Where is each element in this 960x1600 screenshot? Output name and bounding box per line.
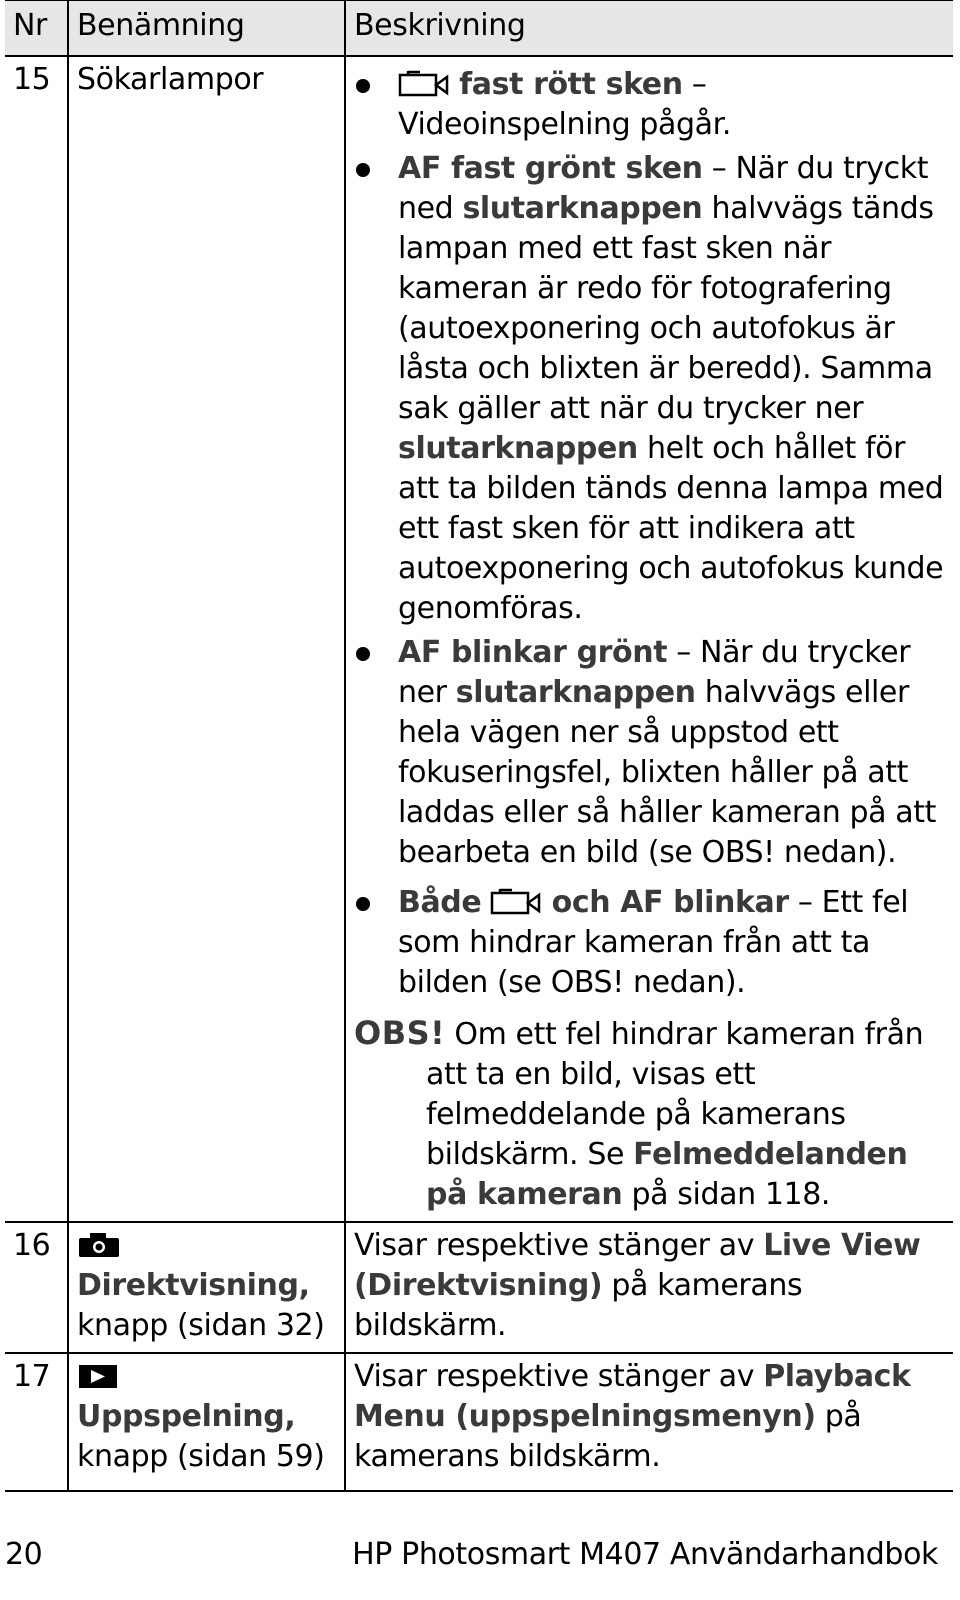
manual-title: HP Photosmart M407 Användarhandbok (352, 1537, 938, 1572)
button-name: Direktvisning, (77, 1267, 310, 1303)
header-name: Benämning (68, 1, 345, 56)
bullet-emphasis: slutarknappen (455, 674, 696, 710)
note-text: Om ett fel hindrar kameran från att ta en bild, visas ett felmeddelande på kamerans bildskärm. Se (426, 1016, 924, 1172)
note-block (354, 1013, 945, 1215)
bullet-lead: AF blinkar grönt (398, 634, 668, 670)
note-text: på sidan 118. (622, 1176, 831, 1212)
desc-text: på kamerans bildskärm. (354, 1398, 862, 1474)
row-name (68, 1222, 345, 1353)
page-number: 20 (5, 1537, 43, 1572)
desc-emphasis: Live View (Direktvisning) (354, 1227, 921, 1303)
row-name (68, 1353, 345, 1491)
bullet-icon (356, 163, 370, 177)
camera-icon (77, 1231, 121, 1259)
list-item (354, 883, 945, 1003)
video-icon (490, 888, 542, 916)
bullet-lead: Både (398, 884, 482, 920)
bullet-text: helt och hållet för att ta bilden tänds denna lampa med ett fast sken för att indikera att autoexponering och autofokus kunde genomföras. (398, 430, 944, 626)
row-description (345, 1222, 953, 1353)
list-item (354, 65, 945, 145)
table-row (5, 1222, 953, 1353)
status-light-list (354, 65, 945, 1003)
table-row (5, 56, 953, 1222)
button-page-ref: knapp (sidan 59) (77, 1438, 325, 1474)
button-page-ref: knapp (sidan 32) (77, 1307, 325, 1343)
bullet-lead: AF fast grönt sken (398, 150, 703, 186)
components-table (5, 0, 953, 1492)
row-number: 15 (13, 61, 51, 97)
bullet-text: – När du trycker ner (398, 634, 911, 710)
note-label: OBS! (354, 1013, 446, 1052)
bullet-text: halvvägs eller hela vägen ner så uppstod ett fokuseringsfel, blixten håller på att laddas eller så håller kameran på att bearbeta en bild (se OBS! nedan). (398, 674, 937, 870)
bullet-icon (356, 647, 370, 661)
bullet-text: – När du tryckt ned (398, 150, 929, 226)
table-row (5, 1353, 953, 1491)
note-link-text: Felmeddelanden på kameran (426, 1136, 908, 1212)
header-nr: Nr (5, 1, 68, 56)
video-icon (398, 70, 450, 98)
bullet-emphasis: slutarknappen (462, 190, 703, 226)
desc-text: Visar respektive stänger av (354, 1358, 764, 1394)
row-description (345, 1353, 953, 1491)
button-name: Uppspelning, (77, 1398, 296, 1434)
bullet-icon (356, 79, 370, 93)
desc-text: Visar respektive stänger av (354, 1227, 764, 1263)
row-description (345, 56, 953, 1222)
desc-emphasis: Playback Menu (uppspelningsmenyn) (354, 1358, 911, 1434)
bullet-text: – Ett fel som hindrar kameran från att ta bilden (se OBS! nedan). (398, 884, 909, 1000)
playback-icon (77, 1362, 121, 1390)
bullet-text: – Videoinspelning pågår. (398, 66, 731, 142)
row-name: Sökarlampor (68, 56, 345, 1222)
table-header-row (5, 1, 953, 56)
desc-text: på kamerans bildskärm. (354, 1267, 803, 1343)
row-number: 17 (13, 1358, 51, 1394)
list-item (354, 633, 945, 873)
row-number: 16 (13, 1227, 51, 1263)
bullet-lead: fast rött sken (459, 66, 683, 102)
list-item (354, 149, 945, 629)
bullet-icon (356, 897, 370, 911)
bullet-text: halvvägs tänds lampan med ett fast sken när kameran är redo för fotografering (autoexponering och autofokus är låsta och blixten är beredd). Samma sak gäller att när du trycker ner (398, 190, 934, 426)
header-description: Beskrivning (345, 1, 953, 56)
bullet-lead: och AF blinkar (551, 884, 789, 920)
bullet-emphasis: slutarknappen (398, 430, 638, 466)
